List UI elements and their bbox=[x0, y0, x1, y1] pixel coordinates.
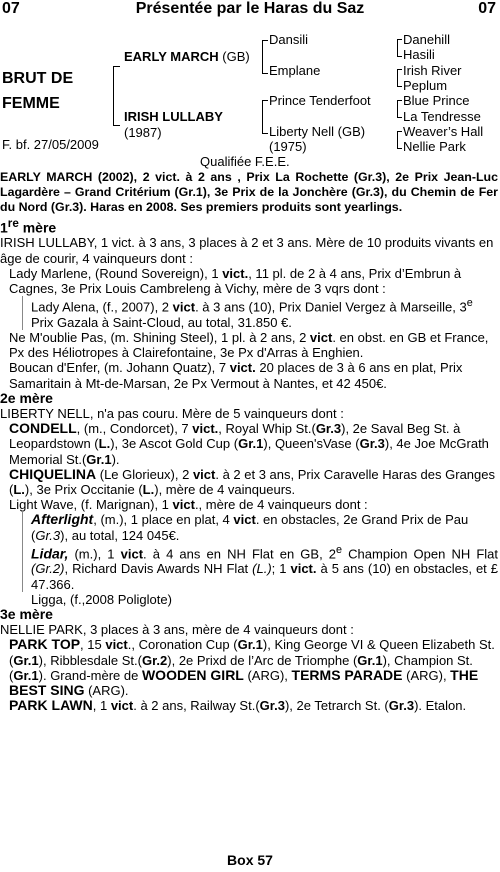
gen3-la-tendresse: La Tendresse bbox=[403, 109, 481, 124]
produce-lady-marlene: Lady Marlene, (Round Sovereign), 1 vict., 11 pl. de 2 à 4 ans, Prix d’Embrun à Cagnes, 3e Prix Louis Cambreleng à Vichy, mère de 3 vqrs dont : bbox=[9, 265, 462, 297]
produce-ligga: Ligga, (f.,2008 Poliglote) bbox=[31, 591, 172, 607]
bracket-ds bbox=[397, 100, 402, 118]
bracket-sd bbox=[397, 69, 402, 87]
dam-name: IRISH LULLABY bbox=[124, 109, 223, 124]
horse-details: F. bf. 27/05/2009 bbox=[2, 137, 99, 152]
lot-number-left: 07 bbox=[2, 0, 20, 17]
section-third-dam: 3e mère bbox=[0, 606, 53, 622]
bracket-dd bbox=[397, 131, 402, 149]
dam-dam-year: (1975) bbox=[269, 139, 307, 154]
catalogue-text bbox=[0, 170, 498, 713]
produce-lidar: Lidar, (m.), 1 vict. à 4 ans en NH Flat en GB, 2e Champion Open NH Flat (Gr.2), Richard Davis Awards NH Flat (L.); 1 vict. à 5 ans (10) en obstacles, et £ 47.366. bbox=[0, 543, 498, 592]
gen3-irish-river: Irish River bbox=[403, 63, 462, 78]
gen3-danehill: Danehill bbox=[403, 32, 450, 47]
third-dam-intro: NELLIE PARK, 3 places à 3 ans, mère de 4 vainqueurs dont : bbox=[0, 622, 354, 638]
bracket-dam bbox=[262, 100, 268, 134]
first-dam-intro: IRISH LULLABY, 1 vict. à 3 ans, 3 places à 2 et 3 ans. Mère de 10 produits vivants en âge de courir, 4 vainqueurs dont : bbox=[0, 235, 494, 266]
page-header bbox=[0, 0, 500, 20]
produce-light-wave: Light Wave, (f. Marignan), 1 vict., mère de 4 vainqueurs dont : bbox=[9, 497, 368, 513]
horse-name-line1: BRUT DE bbox=[2, 70, 74, 87]
sire-sire: Dansili bbox=[269, 32, 309, 47]
dam-sire: Prince Tenderfoot bbox=[269, 93, 371, 108]
box-number: Box 57 bbox=[227, 852, 273, 868]
bracket-sire bbox=[262, 40, 268, 74]
produce-chiquelina: CHIQUELINA (Le Glorieux), 2 vict. à 2 et 3 ans, Prix Caravelle Haras des Granges (L.), 3e Prix Occitanie (L.), mère de 4 vainqueurs. bbox=[9, 465, 495, 498]
page-title: Présentée par le Haras du Saz bbox=[135, 0, 365, 17]
sire-paragraph: EARLY MARCH (2002), 2 vict. à 2 ans , Prix La Rochette (Gr.3), 2e Prix Jean-Luc Lagardère – Grand Critérium (Gr.1), 3e Prix de la Jonchère (Gr.3), du Chemin de Fer du Nord (Gr.3). Haras en 2008. Ses premiers produits sont yearlings. bbox=[0, 170, 498, 215]
qualification: Qualifiée F.E.E. bbox=[200, 154, 290, 169]
produce-condell: CONDELL, (m., Condorcet), 7 vict., Royal Whip St.(Gr.3), 2e Saval Beg St. à Leopardstown (L.), 3e Ascot Gold Cup (Gr.1), Queen'sVase (Gr.3), 4e Joe McGrath Memorial St.(Gr.1). bbox=[9, 420, 489, 467]
sire-name: EARLY MARCH (GB) bbox=[124, 49, 250, 64]
gen3-weavers-hall: Weaver’s Hall bbox=[403, 124, 484, 139]
sire-dam: Emplane bbox=[269, 63, 321, 78]
dam-dam: Liberty Nell (GB) bbox=[269, 124, 366, 139]
gen3-nellie-park: Nellie Park bbox=[403, 139, 466, 154]
second-dam-intro: LIBERTY NELL, n'a pas couru. Mère de 5 vainqueurs dont : bbox=[0, 406, 344, 422]
gen3-peplum: Peplum bbox=[403, 78, 448, 93]
produce-afterlight: Afterlight, (m.), 1 place en plat, 4 vict. en obstacles, 2e Grand Prix de Pau (Gr.3), au total, 124 045€. bbox=[0, 512, 498, 542]
gen3-blue-prince: Blue Prince bbox=[403, 93, 470, 108]
pedigree-table bbox=[0, 22, 500, 172]
dam-year: (1987) bbox=[124, 125, 162, 140]
produce-park-top: PARK TOP, 15 vict., Coronation Cup (Gr.1), King George VI & Queen Elizabeth St.(Gr.1), Ribblesdale St.(Gr.2), 2e Prixd de l’Arc de Triomphe (Gr.1), Champion St.(Gr.1). Grand-mère de WOODEN GIRL (ARG), TERMS PARADE (ARG), THE BEST SING (ARG). bbox=[9, 636, 495, 699]
produce-boucan-denfer: Boucan d'Enfer, (m. Johann Quatz), 7 vict. 20 places de 3 à 6 ans en plat, Prix Samaritain à Mt-de-Marsan, 2e Px Vermout à Nantes, et 42 450€. bbox=[9, 360, 463, 391]
produce-lady-alena: Lady Alena, (f., 2007), 2 vict. à 3 ans (10), Prix Daniel Vergez à Marseille, 3e Prix Gazala à Saint-Cloud, au total, 31.850 €. bbox=[0, 296, 498, 330]
section-first-dam: 1re mère bbox=[0, 216, 57, 236]
gen3-hasili: Hasili bbox=[403, 47, 435, 62]
horse-name-line2: FEMME bbox=[2, 95, 60, 112]
section-second-dam: 2e mère bbox=[0, 389, 53, 406]
produce-park-lawn: PARK LAWN, 1 vict. à 2 ans, Railway St.(Gr.3), 2e Tetrarch St. (Gr.3). Etalon. bbox=[9, 697, 467, 714]
lot-number-right: 07 bbox=[478, 0, 496, 17]
produce-ne-moublie-pas: Ne M'oublie Pas, (m. Shining Steel), 1 pl. à 2 ans, 2 vict. en obst. en GB et France, Px des Héliotropes à Clairefontaine, 3e Px d'Arras à Enghien. bbox=[9, 330, 489, 361]
bracket-gen1 bbox=[113, 66, 120, 126]
bracket-ss bbox=[397, 39, 402, 57]
